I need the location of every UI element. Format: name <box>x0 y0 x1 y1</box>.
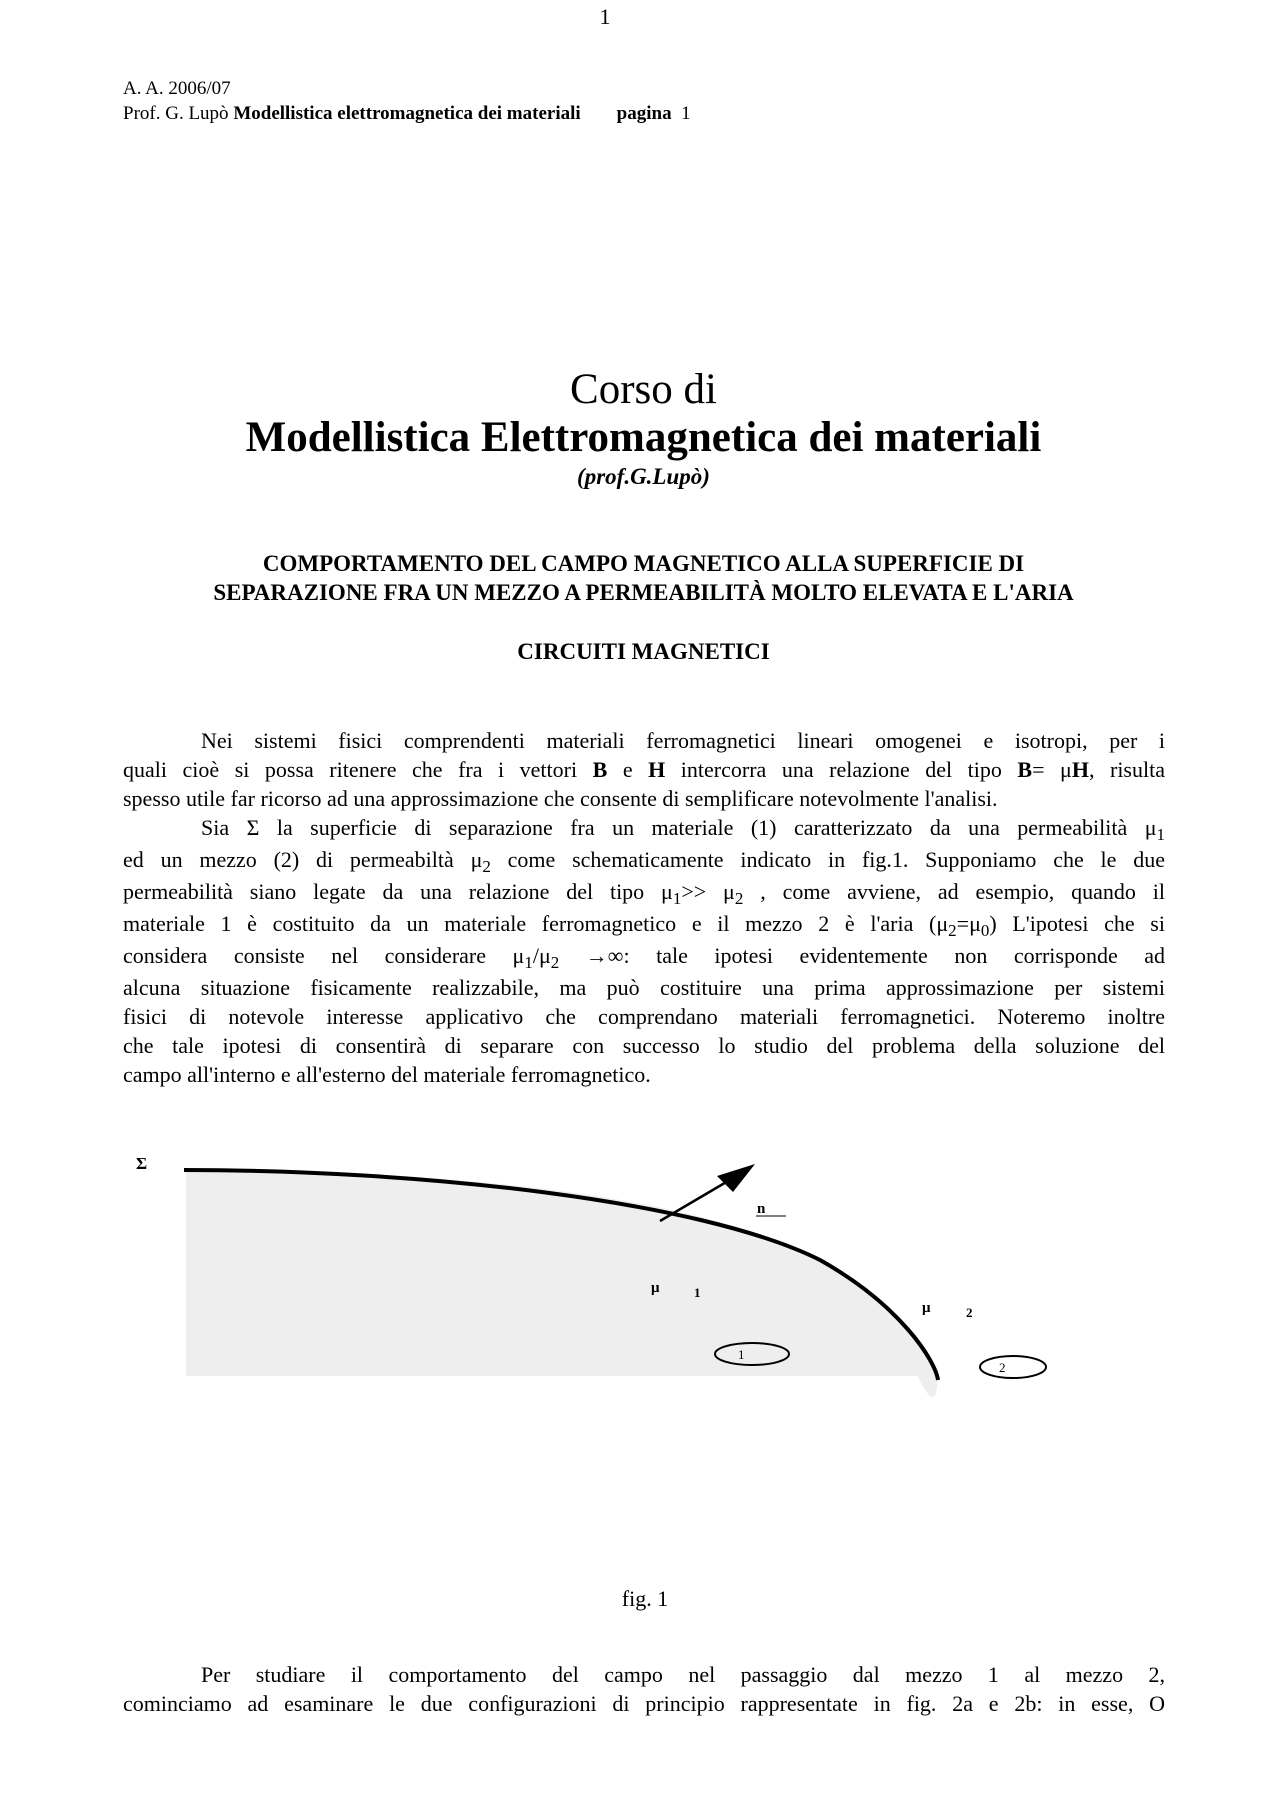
paragraph-1-line-1: Nei sistemi fisici comprendenti materiali ferromagnetici lineari omogenei e isotropi, per i <box>201 728 1165 753</box>
body-paragraphs <box>123 726 1165 1089</box>
figure-1-caption: fig. 1 <box>621 1586 669 1611</box>
heading-circuiti: CIRCUITI MAGNETICI <box>517 639 770 664</box>
page-number: 1 <box>599 4 611 29</box>
header-course-line <box>123 103 691 125</box>
title-corso: Corso di <box>570 366 717 413</box>
paragraph-3-line-2: cominciamo ad esaminare le due configurazioni di principio rappresentate in fig. 2a e 2b: in esse, O <box>123 1691 1165 1716</box>
paragraph-2-line-2: ed un mezzo (2) di permeabiltà $\mu_2$ come schematicamente indicato in fig.1. Supponiamo che le due <box>123 847 1165 876</box>
header-page-value: 1 <box>681 103 691 124</box>
header-professor: Prof. G. Lupò <box>123 103 234 124</box>
normal-label: n <box>757 1201 766 1217</box>
mu-1-symbol: μ <box>651 1280 660 1296</box>
paragraph-1-line-2: quali cioè si possa ritenere che fra i vettori B e H intercorra una relazione del tipo B= μH, risulta <box>123 757 1165 782</box>
paragraph-2-line-9: campo all'interno e all'esterno del materiale ferromagnetico. <box>123 1062 651 1087</box>
normal-arrowhead-icon <box>717 1164 755 1192</box>
paragraph-1-line-3: spesso utile far ricorso ad una approssimazione che consente di semplificare notevolmente l'analisi. <box>123 786 998 811</box>
paragraph-2-line-1: Sia Σ la superficie di separazione fra un materiale (1) caratterizzato da una permeabilità $\mu_1$ <box>201 815 1165 844</box>
paragraph-2-line-6: alcuna situazione fisicamente realizzabile, ma può costituire una prima approssimazione per sistemi <box>123 975 1165 1000</box>
title-main: Modellistica Elettromagnetica dei materiali <box>245 414 1042 461</box>
paragraph-2-line-8: che tale ipotesi di consentirà di separare con successo lo studio del problema della soluzione del <box>123 1033 1165 1058</box>
paragraph-2-line-5: considera consiste nel considerare $\mu_1/\mu_2$ →∞: tale ipotesi evidentemente non corrisponde ad <box>123 943 1166 972</box>
paragraph-3-line-1: Per studiare il comportamento del campo nel passaggio dal mezzo 1 al mezzo 2, <box>201 1662 1165 1687</box>
mu-2-symbol: μ <box>922 1300 931 1316</box>
header-page-label: pagina <box>616 103 672 124</box>
header-academic-year: A. A. 2006/07 <box>123 78 231 99</box>
paragraph-3 <box>123 1660 1165 1718</box>
material-1-region-fill <box>186 1170 938 1376</box>
sigma-label: Σ <box>136 1154 148 1173</box>
header-course-title: Modellistica elettromagnetica dei materiali <box>233 103 581 124</box>
heading-line-1: COMPORTAMENTO DEL CAMPO MAGNETICO ALLA SUPERFICIE DI <box>262 551 1025 576</box>
region-1-label: 1 <box>738 1347 745 1362</box>
region-2-label: 2 <box>999 1360 1006 1375</box>
heading-line-2: SEPARAZIONE FRA UN MEZZO A PERMEABILITÀ MOLTO ELEVATA E L'ARIA <box>213 580 1074 605</box>
title-professor: (prof.G.Lupò) <box>577 464 710 489</box>
mu-1-subscript: 1 <box>694 1285 701 1300</box>
region-2-marker <box>980 1356 1046 1378</box>
paragraph-2-line-4: materiale 1 è costituito da un materiale ferromagnetico e il mezzo 2 è l'aria $(\mu_2=\mu_0)$ L'ipotesi che si <box>123 911 1165 940</box>
figure-1-diagram <box>0 1130 1280 1410</box>
paragraph-2-line-7: fisici di notevole interesse applicativo che comprendano materiali ferromagnetici. Noteremo inoltre <box>123 1004 1165 1029</box>
mu-2-subscript: 2 <box>966 1305 973 1320</box>
paragraph-2-line-3: permeabilità siano legate da una relazione del tipo $\mu_1>> \mu_2$ , come avviene, ad esempio, quando il <box>123 879 1166 908</box>
